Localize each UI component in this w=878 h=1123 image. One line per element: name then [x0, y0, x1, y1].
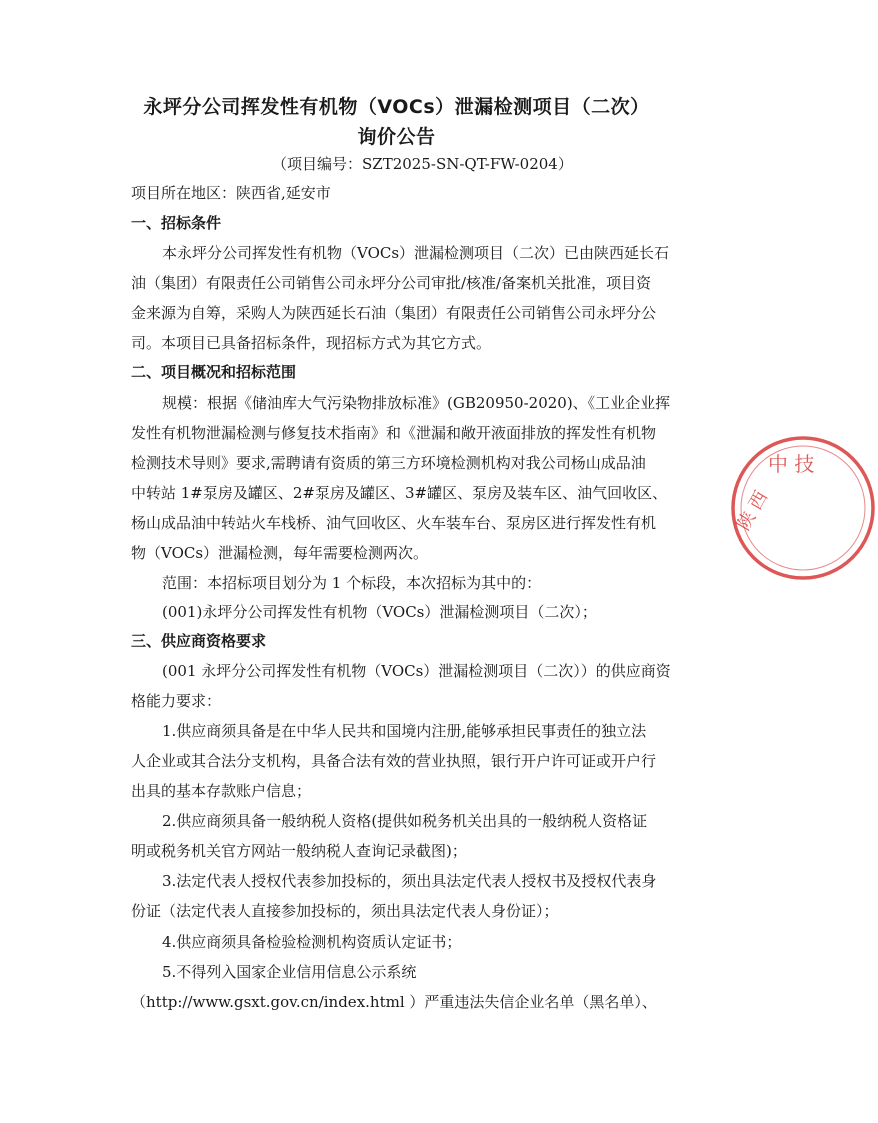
paragraph-line: 份证（法定代表人直接参加投标的，须出具法定代表人身份证）；	[131, 902, 559, 920]
paragraph-line: 油（集团）有限责任公司销售公司永坪分公司审批/核准/备案机关批准，项目资	[131, 274, 652, 292]
paragraph-line: 发性有机物泄漏检测与修复技术指南》和《泄漏和敞开液面排放的挥发性有机物	[131, 424, 657, 442]
paragraph-line: 5.不得列入国家企业信用信息公示系统	[162, 963, 417, 981]
paragraph-line: 金来源为自筹，采购人为陕西延长石油（集团）有限责任公司销售公司永坪分公	[131, 304, 657, 322]
paragraph-line: 规模：根据《储油库大气污染物排放标准》(GB20950-2020)、《工业企业挥	[162, 394, 671, 412]
project-number: （项目编号：SZT2025-SN-QT-FW-0204）	[272, 155, 573, 173]
section-heading-3: 三、供应商资格要求	[131, 632, 267, 650]
section-heading-2: 二、项目概况和招标范围	[131, 363, 297, 381]
paragraph-line: 明或税务机关官方网站一般纳税人查询记录截图)；	[131, 842, 467, 860]
paragraph-line: (001)永坪分公司挥发性有机物（VOCs）泄漏检测项目（二次）；	[162, 603, 597, 621]
paragraph-line: 3.法定代表人授权代表参加投标的，须出具法定代表人授权书及授权代表身	[162, 872, 657, 890]
paragraph-line: 检测技术导则》要求,需聘请有资质的第三方环境检测机构对我公司杨山成品油	[131, 454, 646, 472]
document-title-line2: 询价公告	[357, 126, 436, 148]
paragraph-line: (001 永坪分公司挥发性有机物（VOCs）泄漏检测项目（二次））的供应商资	[162, 662, 671, 680]
paragraph-line: 人企业或其合法分支机构，具备合法有效的营业执照，银行开户许可证或开户行	[131, 752, 657, 770]
paragraph-line: 2.供应商须具备一般纳税人资格(提供如税务机关出具的一般纳税人资格证	[162, 812, 648, 830]
paragraph-line: 中转站 1#泵房及罐区、2#泵房及罐区、3#罐区、泵房及装车区、油气回收区、	[131, 484, 668, 502]
document-title-line1: 永坪分公司挥发性有机物（VOCs）泄漏检测项目（二次）	[143, 96, 650, 118]
section-heading-1: 一、招标条件	[131, 214, 222, 232]
paragraph-line: （http://www.gsxt.gov.cn/index.html ）严重违法失信企业名单（黑名单）、	[131, 993, 657, 1011]
seal-text-side: 陕 西	[733, 487, 773, 535]
paragraph-line: 范围：本招标项目划分为 1 个标段，本次招标为其中的：	[162, 574, 542, 592]
paragraph-line: 4.供应商须具备检验检测机构资质认定证书；	[162, 933, 462, 951]
paragraph-line: 本永坪分公司挥发性有机物（VOCs）泄漏检测项目（二次）已由陕西延长石	[162, 244, 670, 262]
paragraph-line: 出具的基本存款账户信息；	[131, 782, 312, 800]
paragraph-line: 格能力要求：	[131, 692, 222, 710]
paragraph-line: 杨山成品油中转站火车栈桥、油气回收区、火车装车台、泵房区进行挥发性有机	[131, 514, 657, 532]
paragraph-line: 1.供应商须具备是在中华人民共和国境内注册,能够承担民事责任的独立法	[162, 722, 647, 740]
paragraph-line: 物（VOCs）泄漏检测，每年需要检测两次。	[131, 544, 429, 562]
seal-text-top: 中 技	[768, 452, 815, 476]
official-seal-stamp	[728, 433, 878, 583]
paragraph-line: 司。本项目已具备招标条件，现招标方式为其它方式。	[131, 334, 492, 352]
project-region: 项目所在地区：陕西省,延安市	[131, 184, 331, 202]
